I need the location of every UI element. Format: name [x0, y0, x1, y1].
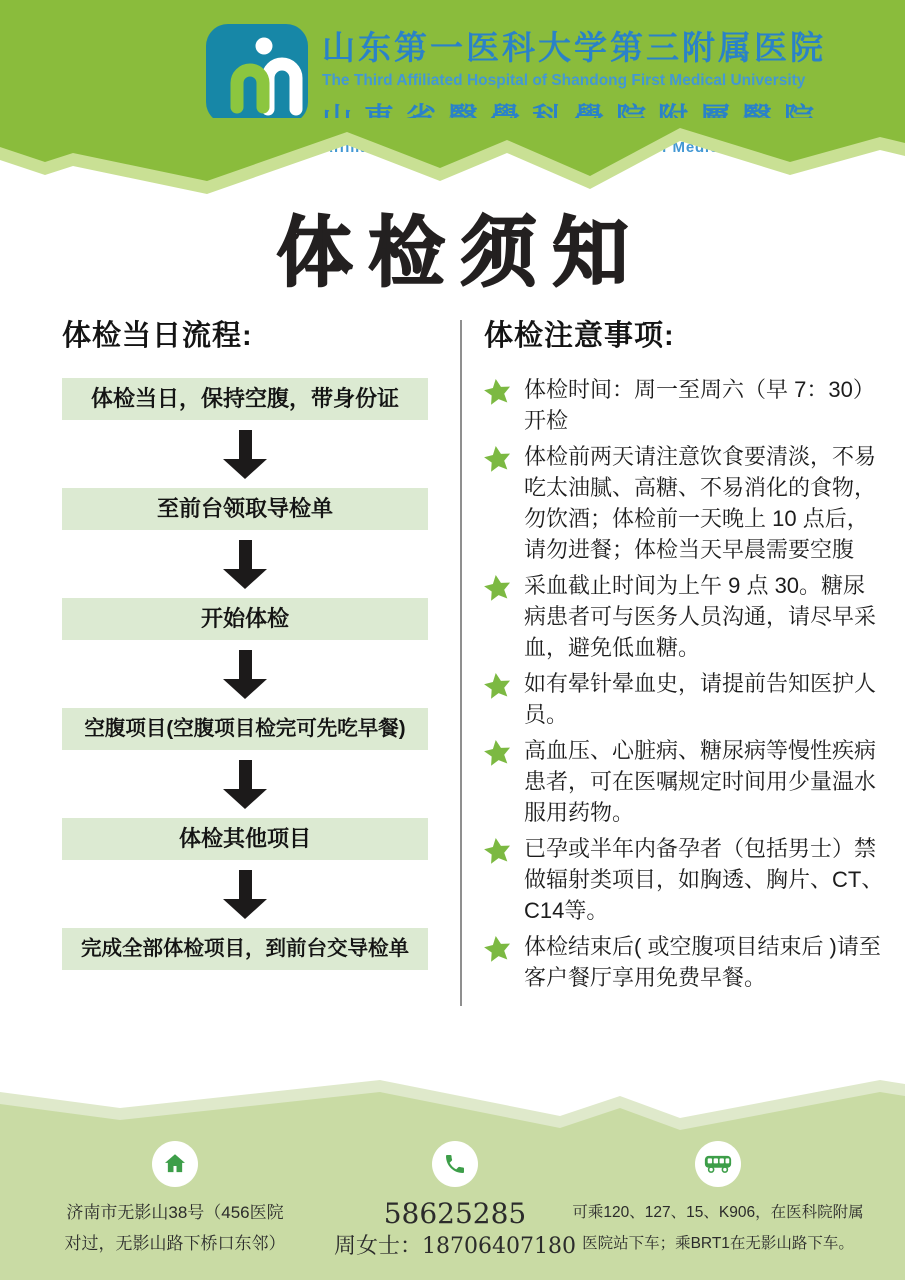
- star-icon: [482, 835, 512, 865]
- notes-section: [484, 313, 886, 998]
- note-text: 采血截止时间为上午 9 点 30。糖尿病患者可与医务人员沟通，请尽早采血，避免低血糖。: [524, 573, 877, 660]
- star-icon: [482, 443, 512, 473]
- arrow-down-icon: [223, 760, 267, 808]
- note-text: 体检时间：周一至周六（早 7：30）开检: [524, 377, 875, 433]
- arrow-down-icon: [223, 540, 267, 588]
- hospital-name-en-1: The Third Affiliated Hospital of Shandong First Medical University: [322, 72, 806, 89]
- footer-zigzag: [0, 1080, 905, 1150]
- flow-step-2: 至前台领取导检单: [62, 488, 428, 530]
- phone-number-main: 58625285: [383, 1197, 527, 1230]
- flow-heading: 体检当日流程:: [62, 320, 253, 352]
- notes-heading: 体检注意事项:: [484, 320, 675, 352]
- star-icon: [482, 933, 512, 963]
- flow-step-1: 体检当日，保持空腹，带身份证: [62, 378, 428, 420]
- flow-step-4: 空腹项目(空腹项目检完可先吃早餐): [62, 708, 428, 750]
- phone-icon: [432, 1141, 478, 1187]
- arrow-down-icon: [223, 430, 267, 478]
- star-icon: [482, 572, 512, 602]
- note-text: 已孕或半年内备孕者（包括男士）禁做辐射类项目，如胸透、胸片、CT、C14等。: [524, 836, 884, 923]
- note-text: 如有晕针晕血史，请提前告知医护人员。: [524, 671, 877, 727]
- flow-step-5: 体检其他项目: [62, 818, 428, 860]
- home-icon: [152, 1141, 198, 1187]
- note-text: 体检结束后( 或空腹项目结束后 )请至客户餐厅享用免费早餐。: [524, 934, 881, 990]
- footer-phone-block: [330, 1141, 580, 1263]
- address-line-1: 济南市无影山38号（456医院: [66, 1203, 284, 1222]
- note-item: [484, 668, 886, 730]
- note-item: [484, 570, 886, 663]
- star-icon: [482, 737, 512, 767]
- footer-address-block: [40, 1141, 310, 1259]
- arrow-down-icon: [223, 650, 267, 698]
- flow-step-3: 开始体检: [62, 598, 428, 640]
- address-line-2: 对过，无影山路下桥口东邻）: [64, 1234, 286, 1253]
- column-divider: [460, 320, 462, 1006]
- arrow-down-icon: [223, 870, 267, 918]
- star-icon: [482, 376, 512, 406]
- header-zigzag: [0, 118, 905, 202]
- bus-line-1: 可乘120、127、15、K906，在医科院附属: [572, 1204, 864, 1221]
- page-title: 体检须知: [276, 211, 645, 296]
- note-item: [484, 374, 886, 436]
- hospital-logo-icon: [206, 24, 308, 124]
- note-item: [484, 833, 886, 926]
- bus-line-2: 医院站下车；乘BRT1在无影山路下车。: [582, 1235, 854, 1252]
- star-icon: [482, 670, 512, 700]
- note-text: 体检前两天请注意饮食要清淡，不易吃太油腻、高糖、不易消化的食物，勿饮酒；体检前一天晚上 10 点后，请勿进餐；体检当天早晨需要空腹: [524, 444, 877, 562]
- phone-number-contact: 周女士：18706407180: [334, 1234, 576, 1259]
- flow-section: [62, 313, 428, 970]
- hospital-logo-graphic: [206, 24, 308, 124]
- footer-bus-block: [570, 1141, 866, 1259]
- flow-step-6: 完成全部体检项目，到前台交导检单: [62, 928, 428, 970]
- note-item: [484, 735, 886, 828]
- bus-icon: [695, 1141, 741, 1187]
- header: [0, 0, 905, 120]
- note-text: 高血压、心脏病、糖尿病等慢性疾病患者，可在医嘱规定时间用少量温水服用药物。: [524, 738, 877, 825]
- note-item: [484, 931, 886, 993]
- note-item: [484, 441, 886, 565]
- hospital-name-cn-1: 山东第一医科大学第三附属医院: [322, 28, 826, 67]
